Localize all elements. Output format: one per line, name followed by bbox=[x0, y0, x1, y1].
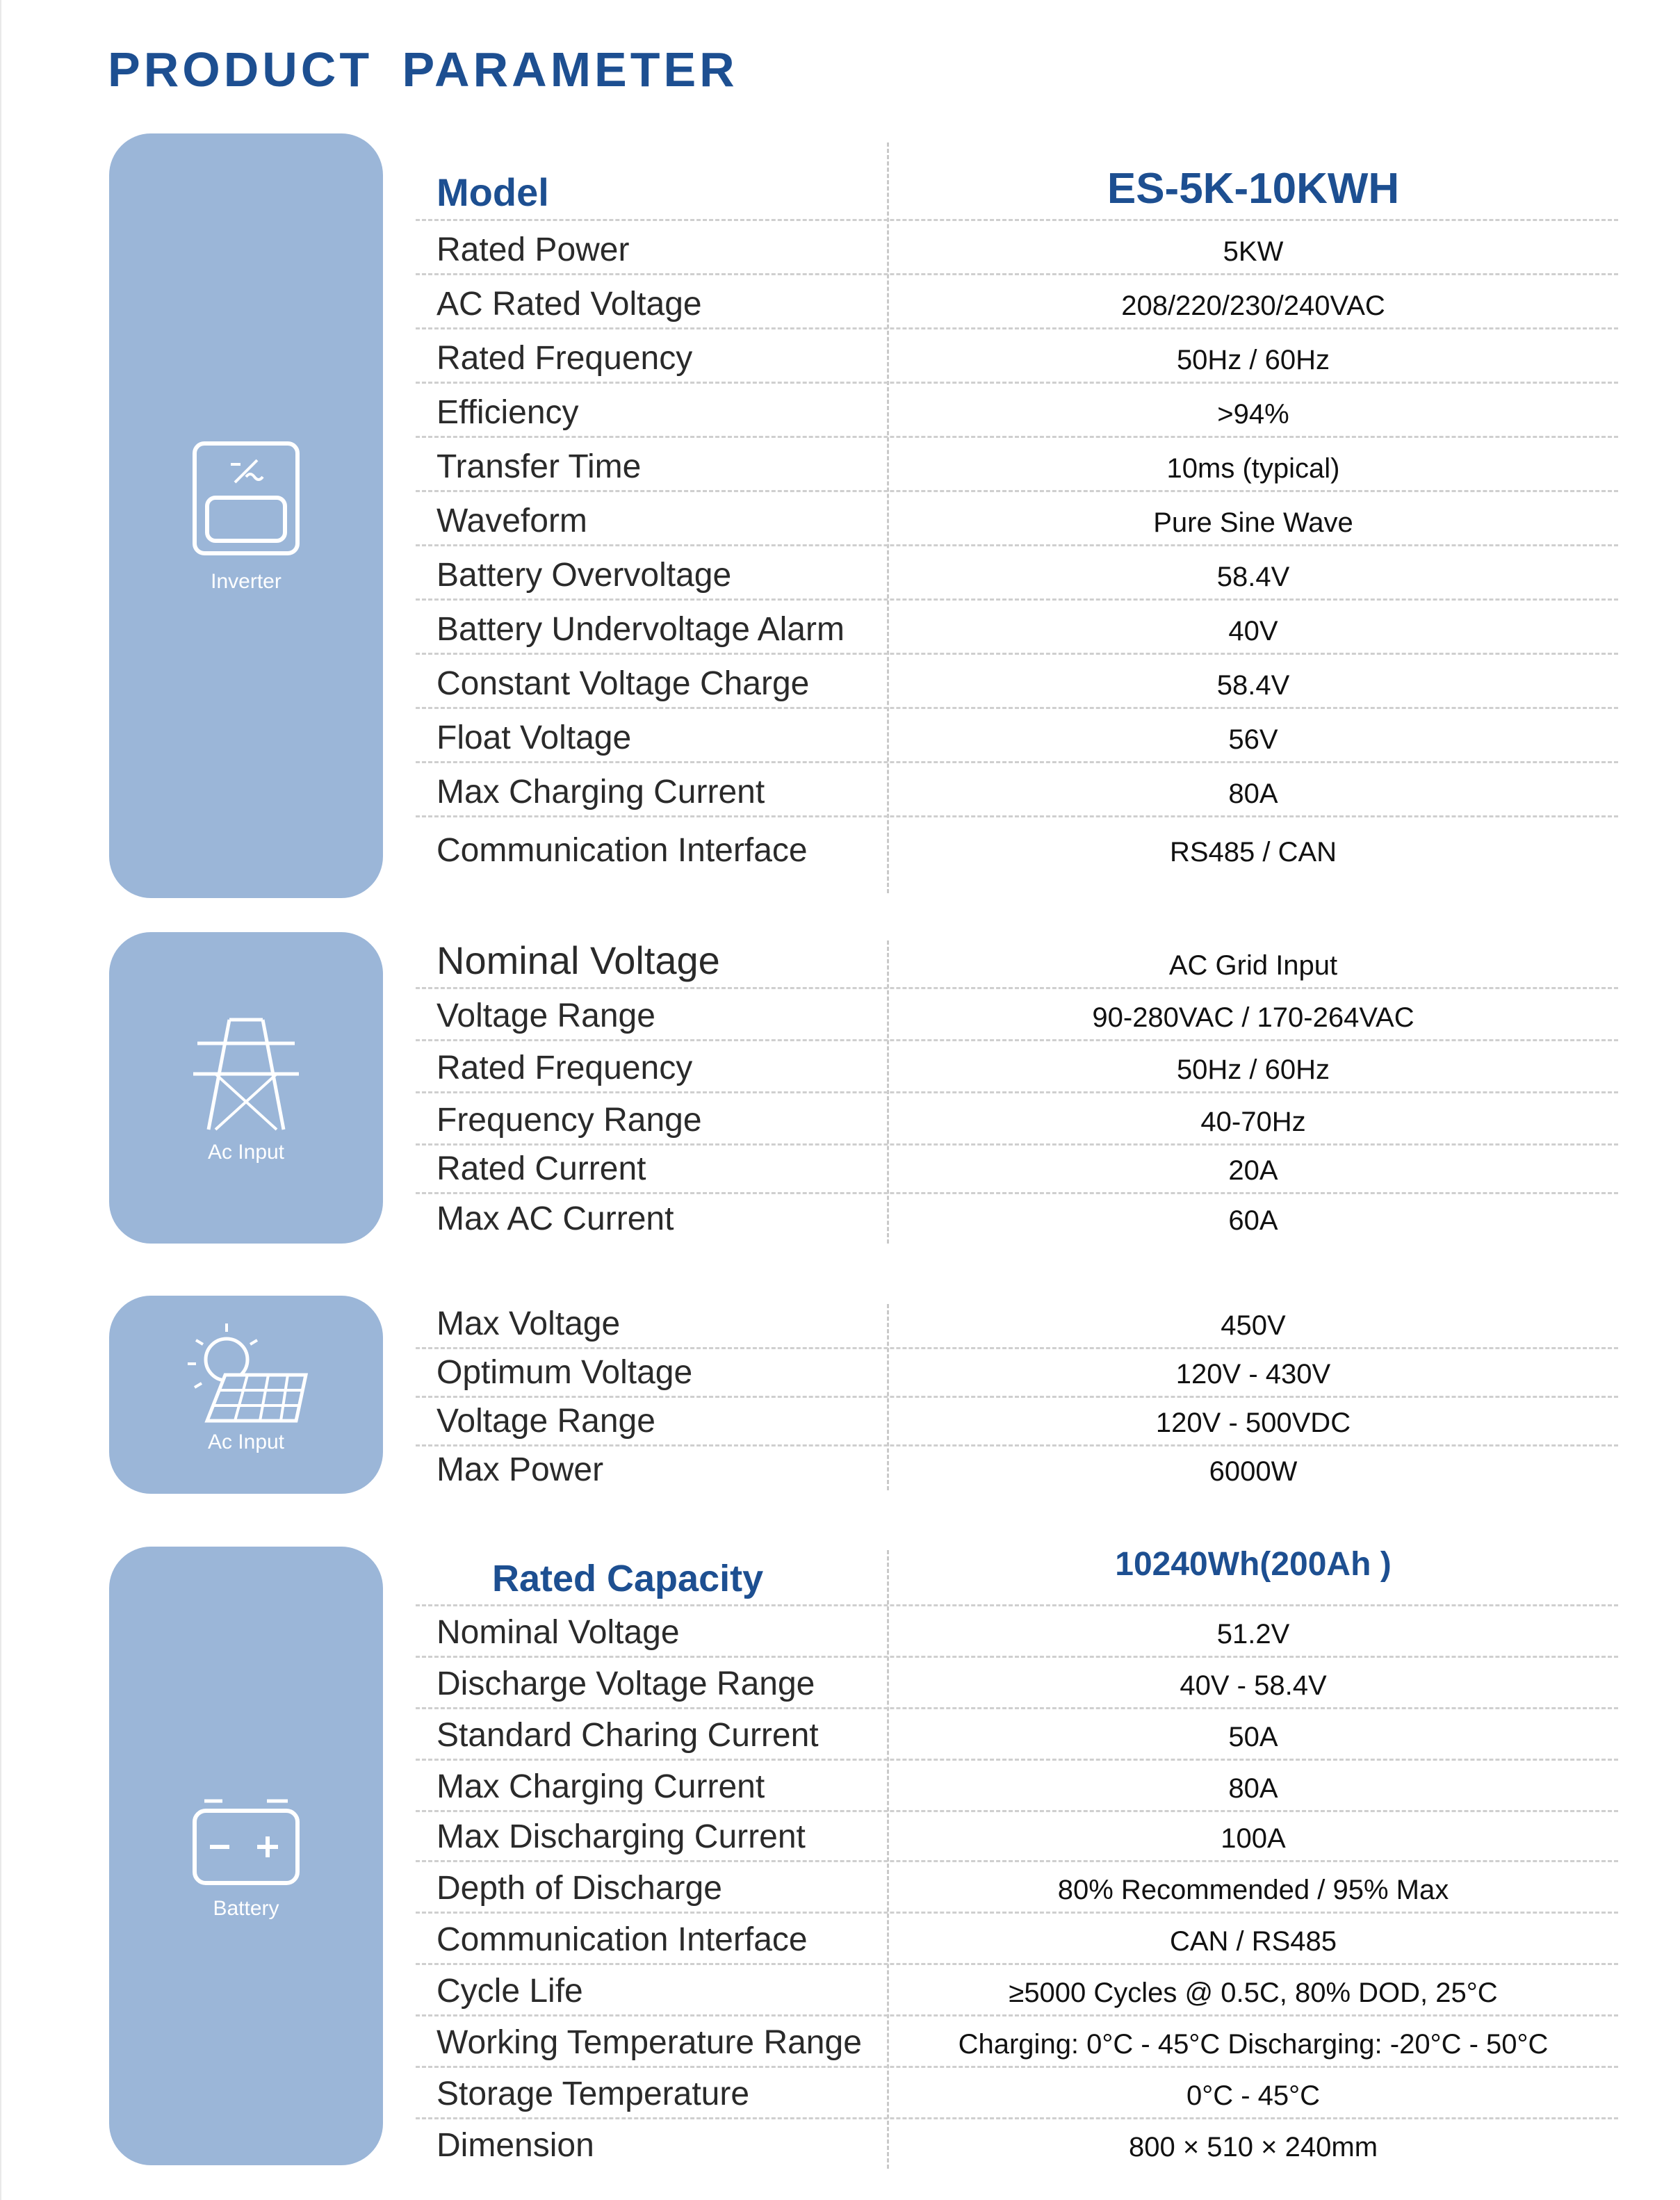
row-label: Voltage Range bbox=[437, 1403, 655, 1440]
ac-input-card bbox=[109, 932, 383, 1244]
inverter-table bbox=[416, 142, 1618, 893]
row-label: Communication Interface bbox=[437, 832, 808, 869]
table-row bbox=[416, 2014, 1618, 2068]
row-value: ≥5000 Cycles @ 0.5C, 80% DOD, 25°C bbox=[1009, 1978, 1498, 2008]
row-value: Pure Sine Wave bbox=[1153, 507, 1353, 538]
row-value: 50Hz / 60Hz bbox=[1176, 345, 1330, 375]
table-row bbox=[416, 1860, 1618, 1914]
row-value: 40-70Hz bbox=[1200, 1107, 1306, 1137]
row-label: Float Voltage bbox=[437, 719, 632, 756]
battery-table bbox=[416, 1536, 1618, 2172]
row-label: Nominal Voltage bbox=[437, 938, 720, 982]
row-label: Cycle Life bbox=[437, 1973, 583, 2010]
table-row bbox=[416, 382, 1618, 438]
row-label: Max Power bbox=[437, 1451, 604, 1488]
row-value: 80% Recommended / 95% Max bbox=[1057, 1875, 1449, 1905]
table-row bbox=[416, 219, 1618, 275]
row-label: Rated Frequency bbox=[437, 340, 693, 377]
table-row bbox=[416, 987, 1618, 1041]
table-row bbox=[416, 1759, 1618, 1812]
table-row bbox=[416, 930, 1618, 989]
row-label: Battery Undervoltage Alarm bbox=[437, 611, 845, 648]
table-row bbox=[416, 1444, 1618, 1493]
pv-input-table bbox=[416, 1297, 1618, 1495]
row-value: 800 × 510 × 240mm bbox=[1128, 2132, 1378, 2162]
table-row bbox=[416, 142, 1618, 221]
table-row bbox=[416, 2117, 1618, 2169]
row-label: Storage Temperature bbox=[437, 2076, 750, 2112]
table-row bbox=[416, 1963, 1618, 2016]
row-label: Max Charging Current bbox=[437, 774, 765, 810]
row-label: Optimum Voltage bbox=[437, 1354, 693, 1391]
row-label: Max Charging Current bbox=[437, 1768, 765, 1805]
table-row bbox=[416, 1912, 1618, 1965]
table-row bbox=[416, 1192, 1618, 1242]
row-label: Constant Voltage Charge bbox=[437, 665, 810, 702]
row-label: Max Voltage bbox=[437, 1305, 621, 1342]
row-value: 60A bbox=[1228, 1205, 1278, 1236]
table-row bbox=[416, 544, 1618, 601]
table-row bbox=[416, 761, 1618, 817]
table-row bbox=[416, 327, 1618, 384]
row-value: >94% bbox=[1217, 399, 1289, 430]
row-label: Rated Power bbox=[437, 231, 630, 268]
row-label: AC Rated Voltage bbox=[437, 286, 702, 323]
row-value: 58.4V bbox=[1216, 670, 1290, 701]
row-label: Communication Interface bbox=[437, 1921, 808, 1958]
inverter-caption: Inverter bbox=[211, 570, 282, 593]
row-label: Model bbox=[437, 170, 549, 214]
row-value: 40V bbox=[1228, 616, 1278, 646]
ac-input-caption: Ac Input bbox=[207, 1141, 285, 1164]
row-value: 50Hz / 60Hz bbox=[1176, 1054, 1330, 1085]
table-row bbox=[416, 2066, 1618, 2119]
row-label: Max AC Current bbox=[437, 1200, 674, 1237]
capacity-value: 10240Wh(200Ah ) bbox=[1115, 1546, 1392, 1583]
row-label: Rated Capacity bbox=[492, 1558, 764, 1599]
model-value: ES-5K-10KWH bbox=[1107, 165, 1400, 213]
row-value: 20A bbox=[1228, 1155, 1278, 1186]
row-value: 5KW bbox=[1223, 236, 1284, 267]
row-value: 58.4V bbox=[1216, 562, 1290, 592]
power-tower-icon bbox=[190, 1016, 302, 1134]
row-value: 90-280VAC / 170-264VAC bbox=[1092, 1002, 1414, 1033]
row-label: Transfer Time bbox=[437, 448, 642, 485]
row-label: Waveform bbox=[437, 503, 587, 539]
table-row bbox=[416, 1347, 1618, 1398]
row-label: Working Temperature Range bbox=[437, 2024, 862, 2061]
row-value: RS485 / CAN bbox=[1169, 837, 1337, 867]
table-row bbox=[416, 1039, 1618, 1093]
table-row bbox=[416, 707, 1618, 763]
solar-panel-icon bbox=[184, 1319, 309, 1424]
row-label: Battery Overvoltage bbox=[437, 557, 732, 594]
row-label: Frequency Range bbox=[437, 1102, 702, 1139]
table-row bbox=[416, 1536, 1618, 1606]
row-label: Rated Frequency bbox=[437, 1050, 693, 1086]
row-value: 450V bbox=[1221, 1310, 1286, 1341]
row-value: 120V - 430V bbox=[1175, 1359, 1331, 1390]
row-value: 80A bbox=[1228, 779, 1278, 809]
row-label: Efficiency bbox=[437, 394, 579, 431]
inverter-card bbox=[109, 133, 383, 898]
battery-icon bbox=[190, 1797, 302, 1887]
table-row bbox=[416, 653, 1618, 709]
table-row bbox=[416, 815, 1618, 874]
row-label: Standard Charing Current bbox=[437, 1717, 819, 1754]
row-value: 80A bbox=[1228, 1773, 1278, 1804]
row-value: 10ms (typical) bbox=[1166, 453, 1340, 484]
row-value: 208/220/230/240VAC bbox=[1121, 291, 1385, 321]
row-label: Nominal Voltage bbox=[437, 1614, 680, 1651]
pv-input-caption: Ac Input bbox=[207, 1431, 285, 1453]
row-label: Rated Current bbox=[437, 1150, 646, 1187]
row-value: 0°C - 45°C bbox=[1186, 2080, 1321, 2111]
table-row bbox=[416, 1297, 1618, 1349]
page-edge-line bbox=[0, 0, 1, 2200]
table-row bbox=[416, 1091, 1618, 1146]
row-label: Depth of Discharge bbox=[437, 1870, 722, 1907]
page-title: PRODUCT PARAMETER bbox=[108, 42, 738, 97]
row-value: AC Grid Input bbox=[1168, 950, 1338, 981]
table-row bbox=[416, 1396, 1618, 1447]
row-value: 120V - 500VDC bbox=[1155, 1408, 1351, 1438]
row-value: CAN / RS485 bbox=[1169, 1926, 1337, 1957]
table-row bbox=[416, 1810, 1618, 1862]
table-row bbox=[416, 273, 1618, 329]
table-row bbox=[416, 1707, 1618, 1761]
ac-input-table bbox=[416, 930, 1618, 1243]
row-label: Discharge Voltage Range bbox=[437, 1665, 815, 1702]
row-value: 50A bbox=[1228, 1722, 1278, 1752]
row-label: Voltage Range bbox=[437, 997, 655, 1034]
row-value: 40V - 58.4V bbox=[1180, 1670, 1327, 1701]
table-row bbox=[416, 1143, 1618, 1194]
table-row bbox=[416, 1656, 1618, 1709]
row-value: Charging: 0°C - 45°C Discharging: -20°C - 50°C bbox=[958, 2029, 1549, 2060]
battery-card bbox=[109, 1547, 383, 2165]
table-row bbox=[416, 1604, 1618, 1658]
row-label: Max Discharging Current bbox=[437, 1818, 806, 1855]
row-value: 56V bbox=[1228, 724, 1278, 755]
table-row bbox=[416, 490, 1618, 546]
inverter-icon bbox=[190, 439, 302, 557]
pv-input-card bbox=[109, 1296, 383, 1494]
row-value: 100A bbox=[1221, 1823, 1286, 1854]
table-row bbox=[416, 436, 1618, 492]
battery-caption: Battery bbox=[213, 1897, 279, 1920]
row-value: 6000W bbox=[1209, 1456, 1298, 1487]
table-row bbox=[416, 598, 1618, 655]
row-value: 51.2V bbox=[1216, 1619, 1290, 1649]
row-label: Dimension bbox=[437, 2127, 594, 2164]
